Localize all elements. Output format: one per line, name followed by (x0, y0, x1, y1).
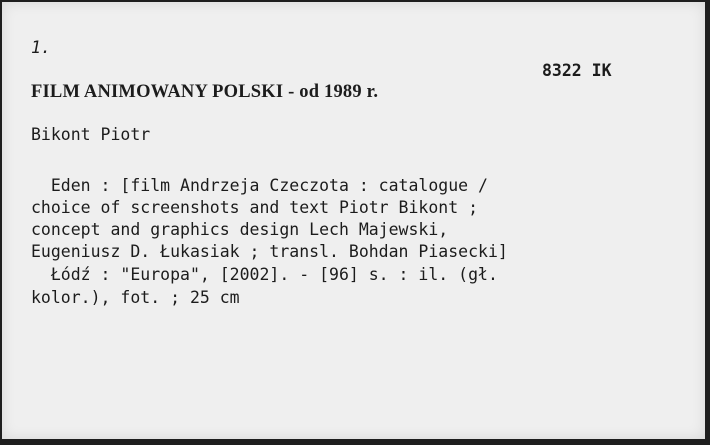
description-line: Eugeniusz D. Łukasiak ; transl. Bohdan Piasecki] (31, 242, 508, 261)
call-number: 8322 IK (542, 61, 612, 80)
catalog-card (2, 2, 705, 439)
physical-description-line: kolor.), fot. ; 25 cm (31, 288, 240, 307)
imprint-line: Łódź : "Europa", [2002]. - [96] s. : il. (gł. (31, 265, 498, 284)
description-line: concept and graphics design Lech Majewski, (31, 220, 449, 239)
author-name: Bikont Piotr (31, 125, 151, 144)
description-line: choice of screenshots and text Piotr Bikont ; (31, 198, 479, 217)
description-line: Eden : [film Andrzeja Czeczota : catalogue / (31, 176, 488, 195)
subject-heading: FILM ANIMOWANY POLSKI - od 1989 r. (31, 82, 379, 102)
entry-number: 1. (31, 38, 51, 57)
